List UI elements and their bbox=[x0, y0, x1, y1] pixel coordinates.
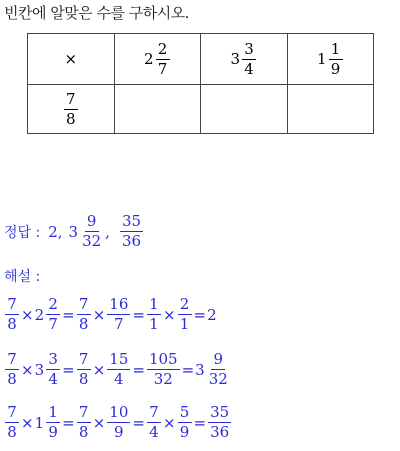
result-value: 2 bbox=[207, 305, 217, 324]
numerator: 9 bbox=[211, 352, 225, 370]
equals-sign: = bbox=[132, 360, 145, 379]
times-symbol: × bbox=[64, 50, 78, 68]
numerator: 7 bbox=[64, 92, 78, 110]
fraction bbox=[242, 39, 256, 78]
answer-value-2 bbox=[69, 214, 114, 249]
fraction bbox=[64, 89, 78, 128]
fraction bbox=[107, 297, 130, 332]
times-symbol: × bbox=[21, 305, 34, 324]
explanation-line-3 bbox=[4, 405, 232, 440]
whole-part: 3 bbox=[68, 222, 79, 241]
fraction bbox=[80, 214, 103, 249]
header-cell-1 bbox=[114, 34, 201, 85]
denominator: 8 bbox=[78, 370, 89, 388]
denominator: 9 bbox=[179, 423, 190, 441]
denominator: 4 bbox=[244, 59, 254, 78]
equals-sign: = bbox=[62, 413, 75, 432]
fraction bbox=[107, 352, 130, 387]
table-corner-cell bbox=[28, 34, 115, 85]
comma: , bbox=[105, 222, 110, 241]
numerator: 10 bbox=[109, 403, 129, 421]
times-symbol: × bbox=[92, 413, 106, 432]
times-symbol: × bbox=[162, 305, 176, 324]
denominator: 8 bbox=[7, 370, 17, 388]
fraction bbox=[207, 352, 230, 387]
denominator: 7 bbox=[157, 59, 168, 78]
denominator: 4 bbox=[149, 423, 159, 441]
numerator: 2 bbox=[46, 297, 60, 315]
equals-sign: = bbox=[62, 305, 75, 324]
denominator: 32 bbox=[208, 370, 228, 388]
denominator: 4 bbox=[48, 370, 58, 388]
numerator: 7 bbox=[77, 297, 91, 315]
fraction bbox=[77, 297, 91, 332]
mixed-number bbox=[35, 297, 62, 332]
question-text: 빈칸에 알맞은 수를 구하시오. bbox=[4, 4, 189, 22]
mixed-number bbox=[143, 39, 171, 78]
equals-sign: = bbox=[62, 360, 75, 379]
denominator: 36 bbox=[210, 423, 230, 441]
answer-label: 정답 : bbox=[4, 224, 41, 241]
numerator: 7 bbox=[77, 352, 91, 370]
denominator: 9 bbox=[330, 59, 341, 78]
times-symbol: × bbox=[21, 413, 34, 432]
explanation-label: 해설 : bbox=[4, 269, 41, 285]
fraction bbox=[329, 39, 343, 78]
numerator: 7 bbox=[5, 297, 19, 315]
numerator: 1 bbox=[147, 297, 161, 315]
numerator: 16 bbox=[109, 295, 129, 313]
whole-part: 3 bbox=[230, 50, 241, 68]
denominator: 8 bbox=[78, 423, 89, 441]
denominator: 32 bbox=[82, 232, 102, 250]
numerator: 35 bbox=[210, 403, 230, 421]
denominator: 32 bbox=[153, 370, 173, 388]
explanation-line-1 bbox=[4, 297, 217, 332]
denominator: 1 bbox=[179, 315, 190, 333]
numerator: 9 bbox=[85, 214, 99, 232]
fraction bbox=[5, 297, 19, 332]
answer-line bbox=[4, 214, 144, 249]
denominator: 7 bbox=[48, 315, 58, 333]
mixed-number bbox=[230, 39, 257, 78]
numerator: 3 bbox=[46, 352, 60, 370]
denominator: 8 bbox=[78, 315, 89, 333]
numerator: 35 bbox=[121, 212, 142, 230]
result-value bbox=[208, 405, 231, 440]
fraction bbox=[147, 297, 161, 332]
denominator: 1 bbox=[149, 315, 159, 333]
result-value bbox=[195, 352, 231, 387]
fraction bbox=[178, 297, 192, 332]
fraction bbox=[77, 352, 91, 387]
fraction bbox=[46, 405, 60, 440]
numerator: 15 bbox=[109, 350, 129, 368]
denominator: 4 bbox=[114, 370, 124, 388]
equals-sign: = bbox=[193, 413, 207, 432]
denominator: 9 bbox=[114, 423, 124, 441]
row-label-cell bbox=[28, 85, 115, 134]
fraction bbox=[147, 405, 161, 440]
denominator: 8 bbox=[65, 109, 76, 128]
blank-cell-1 bbox=[114, 85, 201, 134]
equals-sign: = bbox=[132, 305, 145, 324]
equals-sign: = bbox=[132, 413, 145, 432]
whole-part: 1 bbox=[316, 50, 327, 68]
equals-sign: = bbox=[193, 305, 207, 324]
blank-cell-2 bbox=[201, 85, 288, 134]
explanation-line-2 bbox=[4, 352, 231, 387]
times-symbol: × bbox=[162, 413, 176, 432]
times-symbol: × bbox=[92, 305, 106, 324]
answer-value-3 bbox=[120, 214, 143, 249]
denominator: 8 bbox=[7, 423, 17, 441]
fraction bbox=[5, 352, 19, 387]
numerator: 7 bbox=[5, 405, 19, 423]
fraction bbox=[107, 405, 130, 440]
times-symbol: × bbox=[92, 360, 106, 379]
whole-part: 2 bbox=[34, 305, 45, 324]
fraction bbox=[178, 405, 192, 440]
multiplication-table bbox=[27, 33, 374, 134]
whole-part: 3 bbox=[195, 360, 205, 379]
fraction bbox=[46, 352, 60, 387]
fraction bbox=[77, 405, 91, 440]
denominator: 36 bbox=[121, 232, 142, 250]
table-body-row bbox=[28, 85, 374, 134]
answer-value-1: 2, bbox=[48, 222, 63, 241]
denominator: 7 bbox=[114, 315, 124, 333]
numerator: 7 bbox=[147, 405, 161, 423]
numerator: 2 bbox=[178, 297, 192, 315]
equals-sign: = bbox=[181, 360, 195, 379]
fraction bbox=[46, 297, 60, 332]
mixed-number bbox=[35, 352, 62, 387]
numerator: 105 bbox=[148, 350, 178, 368]
numerator: 7 bbox=[77, 405, 91, 423]
numerator: 1 bbox=[329, 42, 343, 60]
fraction bbox=[156, 39, 170, 78]
header-cell-2 bbox=[201, 34, 288, 85]
mixed-number bbox=[35, 405, 62, 440]
numerator: 7 bbox=[5, 352, 19, 370]
whole-part: 3 bbox=[34, 360, 45, 379]
fraction bbox=[5, 405, 19, 440]
header-cell-3 bbox=[287, 34, 374, 85]
numerator: 1 bbox=[46, 405, 60, 423]
times-symbol: × bbox=[21, 360, 34, 379]
whole-part: 2 bbox=[143, 50, 154, 68]
numerator: 5 bbox=[178, 405, 192, 423]
mixed-number bbox=[316, 39, 344, 78]
table-header-row bbox=[28, 34, 374, 85]
numerator: 2 bbox=[156, 42, 170, 60]
blank-cell-3 bbox=[287, 85, 374, 134]
fraction bbox=[147, 352, 180, 387]
numerator: 3 bbox=[242, 42, 256, 60]
denominator: 8 bbox=[7, 315, 17, 333]
denominator: 9 bbox=[48, 423, 58, 441]
whole-part: 1 bbox=[34, 413, 45, 432]
